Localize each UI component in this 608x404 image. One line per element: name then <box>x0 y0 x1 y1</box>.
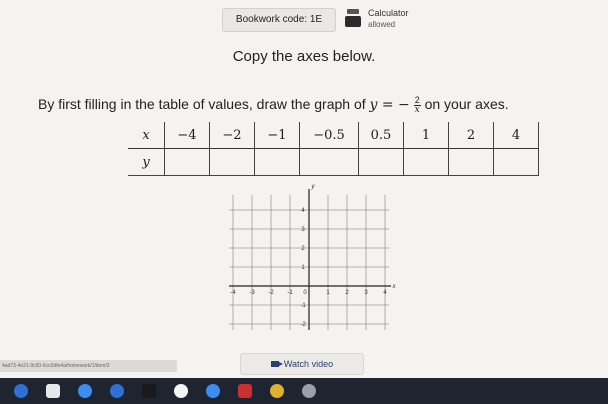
y-tick-label: -2 <box>300 322 306 328</box>
table-x-cell: −4 <box>165 122 210 149</box>
x-tick-label: -3 <box>249 290 255 296</box>
taskbar-app-icon[interactable] <box>206 384 220 398</box>
table-y-cell[interactable] <box>449 149 494 176</box>
video-camera-icon <box>271 361 279 367</box>
y-tick-label: 3 <box>301 227 305 233</box>
calculator-icon <box>344 8 362 28</box>
table-row-x <box>128 122 539 149</box>
x-tick-label: 0 <box>303 290 307 296</box>
y-tick-label: 2 <box>301 246 305 252</box>
y-tick-label: 1 <box>301 265 305 271</box>
table-y-cell[interactable] <box>404 149 449 176</box>
taskbar-app-icon[interactable] <box>110 384 124 398</box>
table-y-cell[interactable] <box>165 149 210 176</box>
values-table <box>128 122 539 176</box>
coordinate-axes-grid <box>221 184 396 343</box>
table-y-label: y <box>128 149 165 176</box>
question-instruction <box>38 96 509 115</box>
table-x-cell: 4 <box>494 122 539 149</box>
table-x-cell: −0.5 <box>300 122 359 149</box>
x-tick-label: 1 <box>326 290 330 296</box>
x-tick-label: -2 <box>268 290 274 296</box>
instruction-prefix: By first filling in the table of values, draw the graph of <box>38 96 366 113</box>
table-x-cell: 0.5 <box>359 122 404 149</box>
taskbar-app-icon[interactable] <box>46 384 60 398</box>
table-y-cell[interactable] <box>300 149 359 176</box>
y-tick-label: 4 <box>301 208 305 214</box>
table-x-cell: −2 <box>210 122 255 149</box>
instruction-suffix: on your axes. <box>424 96 509 113</box>
x-tick-label: 3 <box>364 290 368 296</box>
fraction-denominator: x <box>414 105 420 115</box>
watch-video-button[interactable] <box>240 353 364 375</box>
tick-labels <box>230 184 396 328</box>
status-url: 4ad73-4e21-9c50-6cc0dfe4a/homework/1/item/3 <box>0 360 177 372</box>
watch-video-label: Watch video <box>283 359 334 369</box>
table-y-cell[interactable] <box>359 149 404 176</box>
table-y-cell[interactable] <box>255 149 300 176</box>
equation-lhs: y = − <box>369 97 410 114</box>
fraction-numerator: 2 <box>414 95 420 105</box>
taskbar-app-icon[interactable] <box>14 384 28 398</box>
x-tick-label: 2 <box>345 290 349 296</box>
calculator-allowed-label: allowed <box>368 20 396 29</box>
taskbar-app-icon[interactable] <box>174 384 188 398</box>
table-row-y <box>128 149 539 176</box>
table-x-label: x <box>128 122 165 149</box>
bookwork-code-badge: Bookwork code: 1E <box>222 8 336 32</box>
y-axis-label: y <box>311 184 315 190</box>
taskbar-app-icon[interactable] <box>270 384 284 398</box>
x-tick-label: 4 <box>383 290 387 296</box>
x-axis-label: x <box>392 284 396 290</box>
calculator-allowed-indicator <box>344 8 409 30</box>
question-heading: Copy the axes below. <box>232 48 376 65</box>
equation-fraction <box>414 96 421 115</box>
y-tick-label: -1 <box>300 303 306 309</box>
taskbar-app-icon[interactable] <box>78 384 92 398</box>
x-tick-label: -4 <box>230 290 236 296</box>
taskbar-app-icon[interactable] <box>238 384 252 398</box>
taskbar-app-icon[interactable] <box>302 384 316 398</box>
taskbar <box>0 378 608 404</box>
x-tick-label: -1 <box>287 290 293 296</box>
table-y-cell[interactable] <box>210 149 255 176</box>
table-x-cell: −1 <box>255 122 300 149</box>
taskbar-app-icon[interactable] <box>142 384 156 398</box>
table-y-cell[interactable] <box>494 149 539 176</box>
table-x-cell: 2 <box>449 122 494 149</box>
calculator-label: Calculator <box>368 8 409 18</box>
table-x-cell: 1 <box>404 122 449 149</box>
